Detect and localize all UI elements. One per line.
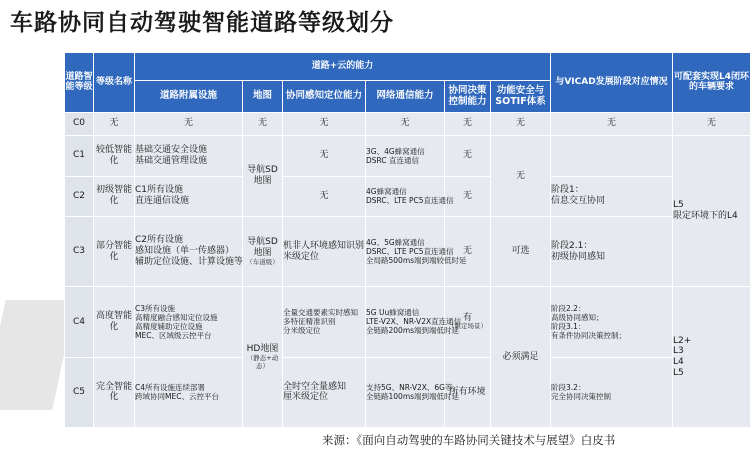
name-cell: 初级智能化 — [94, 176, 135, 216]
decision-cell: 无 — [445, 176, 491, 216]
list-item: 基础交通管理设施 — [135, 155, 208, 166]
list-item: 阶段2.1： — [551, 240, 593, 251]
list-item: 直连通信设施 — [135, 196, 190, 207]
header-vicad: 与VICAD发展阶段对应情况 — [551, 53, 673, 113]
decision-cell — [445, 287, 491, 357]
sensing-cell — [283, 357, 366, 427]
list-item: 全链路100ms端到端低时延 — [366, 392, 460, 402]
map-note: （静态+动态） — [246, 353, 279, 370]
list-item: 4G蜂窝通信 — [366, 187, 407, 197]
table-row — [65, 176, 751, 216]
name-cell: 较低智能化 — [94, 136, 135, 176]
list-item: 全时空全量感知 — [283, 381, 347, 392]
table-row — [65, 357, 751, 427]
table-row — [65, 112, 751, 135]
list-item: 辅助定位设施、计算设施等 — [135, 257, 244, 268]
list-item: 分米级定位 — [283, 326, 321, 336]
list-item: 3G、4G蜂窝通信 — [366, 146, 425, 156]
list-item: L5 — [673, 367, 684, 378]
list-item: 全链路200ms端到端低时延 — [366, 326, 460, 336]
list-item: L4 — [673, 357, 684, 368]
list-item: 多特征精准识别 — [283, 317, 336, 327]
network-cell — [366, 217, 467, 287]
network-cell — [366, 287, 462, 357]
list-item: 高级协同感知； — [551, 312, 604, 322]
network-cell — [366, 357, 460, 427]
vicad-cell — [551, 217, 673, 287]
list-item: 5G Uu蜂窝通信 — [366, 308, 420, 318]
map-note: （车道级） — [246, 257, 279, 266]
list-item: 阶段1： — [551, 185, 584, 196]
vehicle-cell — [673, 287, 751, 428]
list-item: 4G、5G蜂窝通信 — [366, 238, 425, 248]
header-level: 道路智能等级 — [65, 53, 94, 113]
facilities-cell — [135, 357, 243, 427]
list-item: 有条件协同决策控制； — [551, 330, 627, 340]
list-item: 阶段2.2： — [551, 303, 586, 313]
safety-cell: 可选 — [491, 217, 551, 287]
level-cell: C3 — [65, 217, 94, 287]
map-label: HD地图 — [246, 343, 279, 354]
header-capability-group: 道路+云的能力 — [135, 53, 551, 81]
network-cell: 无 — [366, 112, 445, 135]
vicad-cell — [551, 287, 673, 357]
list-item: 高精度融合感知定位设施 — [135, 312, 218, 322]
vicad-cell: 无 — [551, 112, 673, 135]
map-label: 导航SD地图 — [247, 236, 278, 258]
source-footnote: 来源：《面向自动驾驶的车路协同关键技术与展望》白皮书 — [322, 433, 616, 447]
list-item: 全量交通要素实时感知 — [283, 308, 358, 318]
facilities-cell — [135, 176, 243, 216]
decision-cell: 无 — [445, 136, 491, 176]
sensing-cell: 无 — [283, 112, 366, 135]
road-level-table — [64, 52, 751, 428]
header-sensing: 协同感知定位能力 — [283, 80, 366, 112]
list-item: 厘米级定位 — [283, 392, 329, 403]
header-vehicle: 可配套实现L4闭环的车辆要求 — [673, 53, 751, 113]
table-row — [65, 287, 751, 357]
decision-cell: 所有环境 — [445, 357, 491, 427]
list-item: DSRC 直连通信 — [366, 155, 419, 165]
list-item: 跨域协同MEC、云控平台 — [135, 392, 219, 402]
vicad-cell — [551, 357, 673, 427]
list-item: C1所有设施 — [135, 185, 184, 196]
list-item: 阶段3.1： — [551, 321, 586, 331]
decision-label: 有 — [462, 312, 472, 323]
vicad-cell — [551, 136, 673, 176]
list-item: L3 — [673, 346, 684, 357]
facilities-cell — [135, 217, 243, 287]
list-item: DSRC、LTE PC5直连通信 — [366, 196, 454, 206]
safety-cell: 无 — [491, 136, 551, 217]
facilities-cell — [135, 287, 243, 357]
list-item: 机非人环境感知识别 — [283, 240, 365, 251]
name-cell: 无 — [94, 112, 135, 135]
sensing-cell: 无 — [283, 176, 366, 216]
header-map: 地图 — [243, 80, 283, 112]
sensing-cell: 无 — [283, 136, 366, 176]
network-cell — [366, 136, 445, 176]
table-row — [65, 217, 751, 287]
list-item: 米级定位 — [283, 251, 320, 262]
name-cell: 高度智能化 — [94, 287, 135, 357]
vicad-cell — [551, 176, 673, 216]
list-item: 支持5G、NR-V2X、6G等 — [366, 383, 453, 393]
list-item: 限定环境下的L4 — [673, 211, 738, 222]
decision-cell: 无 — [445, 112, 491, 135]
level-cell: C0 — [65, 112, 94, 135]
header-safety: 功能安全与SOTIF体系 — [491, 80, 551, 112]
list-item: 全局路500ms端到端较低时延 — [366, 256, 467, 266]
vehicle-cell: 无 — [673, 112, 751, 135]
list-item: C2所有设施 — [135, 235, 184, 246]
map-cell — [243, 217, 283, 287]
list-item: C4所有设施连续部署 — [135, 383, 206, 393]
name-cell: 部分智能化 — [94, 217, 135, 287]
facilities-cell — [135, 136, 243, 176]
facilities-cell: 无 — [135, 112, 243, 135]
header-name: 等级名称 — [94, 53, 135, 113]
level-cell: C1 — [65, 136, 94, 176]
header-facilities: 道路附属设施 — [135, 80, 243, 112]
list-item: 信息交互协同 — [551, 196, 606, 207]
level-cell: C5 — [65, 357, 94, 427]
safety-cell: 无 — [491, 112, 551, 135]
network-cell — [366, 176, 454, 216]
list-item: DSRC、LTE PC5直连通信 — [366, 247, 454, 257]
list-item: 感知设施（单一传感器） — [135, 246, 235, 257]
sensing-cell — [283, 287, 366, 357]
page-title: 车路协同自动驾驶智能道路等级划分 — [10, 10, 394, 36]
list-item: 阶段3.2： — [551, 383, 586, 393]
map-cell: 导航SD地图 — [243, 136, 283, 217]
header-decision: 协同决策控制能力 — [445, 80, 491, 112]
list-item: 基础交通安全设施 — [135, 145, 208, 156]
list-item: MEC、区域级云控平台 — [135, 330, 212, 340]
map-cell: 无 — [243, 112, 283, 135]
list-item: LTE-V2X、NR-V2X直连通信 — [366, 317, 462, 327]
name-cell: 完全智能化 — [94, 357, 135, 427]
vehicle-cell — [673, 136, 751, 287]
map-cell — [243, 287, 283, 428]
level-cell: C4 — [65, 287, 94, 357]
list-item: 初级协同感知 — [551, 251, 606, 262]
level-cell: C2 — [65, 176, 94, 216]
header-network: 网络通信能力 — [366, 80, 445, 112]
safety-cell: 必须满足 — [491, 287, 551, 428]
list-item: L2+ — [673, 335, 692, 346]
list-item: C3所有设施 — [135, 303, 176, 313]
list-item: 高精度辅助定位设施 — [135, 321, 203, 331]
list-item: L5 — [673, 200, 684, 211]
sensing-cell — [283, 217, 366, 287]
table-row — [65, 136, 751, 176]
decision-cell: 无 — [445, 217, 491, 287]
decision-note: （限定场景） — [448, 322, 487, 331]
list-item: 完全协同决策控制 — [551, 392, 612, 402]
